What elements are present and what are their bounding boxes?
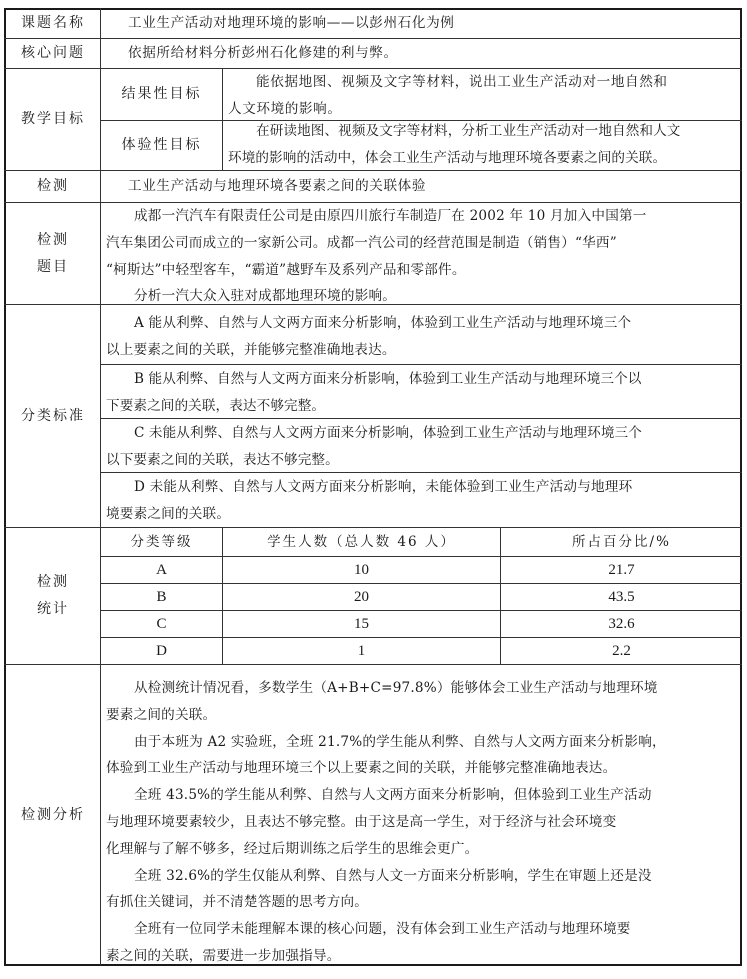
text-line: 有抓住关键词，并不清楚答题的思考方向。 bbox=[106, 894, 369, 911]
topic-label: 课题名称 bbox=[21, 15, 85, 31]
stats-header-grade: 分类等级 bbox=[130, 533, 193, 550]
text-line: 全班 43.5%的学生能从利弊、自然与人文两方面来分析影响，但体验到工业生产活动 bbox=[134, 787, 652, 804]
criterion-b bbox=[106, 366, 641, 420]
stats-count-cell: 1 bbox=[357, 642, 366, 659]
question-label-line: 检测 bbox=[37, 231, 69, 248]
stats-percent-cell: 2.2 bbox=[612, 642, 631, 659]
row-divider bbox=[4, 664, 742, 665]
text-line: 下要素之间的关联，表达不够完整。 bbox=[106, 397, 326, 414]
text-line: B 能从利弊、自然与人文两方面来分析影响，体验到工业生产活动与地理环境三个以 bbox=[134, 371, 642, 387]
question-text bbox=[106, 203, 647, 310]
row-divider bbox=[100, 364, 742, 365]
core-question-label: 核心问题 bbox=[21, 45, 85, 61]
text-line: A 能从利弊、自然与人文两方面来分析影响，体验到工业生产活动与地理环境三个 bbox=[134, 315, 632, 331]
core-question-value: 依据所给材料分析彭州石化修建的利与弊。 bbox=[128, 45, 398, 61]
question-label-line: 题目 bbox=[37, 258, 69, 275]
text-line: C 未能从利弊、自然与人文两方面来分析影响，体验到工业生产活动与地理环境三个 bbox=[134, 425, 642, 441]
text-line: 素之间的关联，需要进一步加强指导。 bbox=[106, 947, 341, 964]
text-line: 分析一汽大众入驻对成都地理环境的影响。 bbox=[134, 288, 397, 305]
criterion-d bbox=[106, 474, 632, 528]
stats-header-percent: 所占百分比/% bbox=[572, 533, 671, 550]
row-divider bbox=[4, 38, 742, 39]
stats-label bbox=[6, 528, 100, 664]
criterion-a bbox=[106, 310, 631, 364]
text-line: 以上要素之间的关联，并能够完整准确地表达。 bbox=[106, 341, 396, 358]
stats-header-count: 学生人数（总人数 46 人） bbox=[267, 533, 456, 550]
stats-count-cell: 15 bbox=[354, 615, 369, 632]
teaching-goals-label: 教学目标 bbox=[21, 111, 85, 127]
stats-percent-cell: 32.6 bbox=[608, 615, 635, 632]
stats-label-line: 检测 bbox=[37, 574, 69, 590]
text-line: 境要素之间的关联。 bbox=[106, 505, 231, 522]
text-line: 要素之间的关联。 bbox=[106, 706, 217, 723]
text-line: 在研读地图、视频及文字等材料，分析工业生产活动对一地自然和人文 bbox=[256, 123, 681, 139]
text-line: 能依据地图、视频及文字等材料，说出工业生产活动对一地自然和 bbox=[256, 74, 668, 90]
result-goal-text bbox=[228, 69, 668, 123]
result-goal-label: 结果性目标 bbox=[121, 86, 202, 102]
criterion-c bbox=[106, 420, 642, 474]
text-line: 全班有一位同学未能理解本课的核心问题，没有体会到工业生产活动与地理环境要 bbox=[134, 921, 631, 938]
text-line: 化理解与了解不够多，经过后期训练之后学生的思维会更广。 bbox=[106, 840, 479, 857]
text-line: “柯斯达”中轻型客车，“霸道”越野车及系列产品和零部件。 bbox=[106, 261, 466, 278]
analysis-label: 检测分析 bbox=[21, 806, 85, 823]
stats-grade-cell: A bbox=[156, 561, 167, 578]
stats-grade-cell: B bbox=[156, 588, 167, 605]
text-line: 人文环境的影响。 bbox=[228, 100, 342, 117]
text-line: 以下要素之间的关联，表达不够完整。 bbox=[106, 451, 339, 468]
stats-grade-cell: C bbox=[156, 615, 167, 632]
experience-goal-label: 体验性目标 bbox=[121, 137, 202, 153]
text-line: 体验到工业生产活动与地理环境三个以上要素之间的关联，并能够完整准确地表达。 bbox=[106, 760, 617, 777]
stats-percent-cell: 43.5 bbox=[608, 588, 635, 605]
stats-count-cell: 20 bbox=[354, 588, 369, 605]
column-divider bbox=[222, 68, 223, 170]
text-line: 全班 32.6%的学生仅能从利弊、自然与人文一方面来分析影响，学生在审题上还是没 bbox=[134, 867, 652, 884]
text-line: D 未能从利弊、自然与人文两方面来分析影响，未能体验到工业生产活动与地理环 bbox=[134, 479, 633, 495]
stats-count-cell: 10 bbox=[354, 561, 369, 578]
test-value: 工业生产活动与地理环境各要素之间的关联体验 bbox=[128, 178, 427, 194]
test-label: 检测 bbox=[37, 178, 69, 194]
text-line: 由于本班为 A2 实验班，全班 21.7%的学生能从利弊、自然与人文两方面来分析影响， bbox=[134, 733, 666, 750]
text-line: 与地理环境要素较少，且表达不够完整。由于这是高一学生，对于经济与社会环境变 bbox=[106, 813, 617, 830]
text-line: 环境的影响的活动中，体会工业生产活动与地理环境各要素之间的关联。 bbox=[228, 149, 667, 166]
analysis-text bbox=[106, 675, 666, 970]
stats-grade-cell: D bbox=[156, 642, 167, 659]
text-line: 成都一汽汽车有限责任公司是由原四川旅行车制造厂在 2002 年 10 月加入中国第一 bbox=[134, 208, 647, 224]
stats-label-line: 统计 bbox=[37, 601, 69, 617]
criteria-label: 分类标准 bbox=[21, 407, 85, 424]
experience-goal-text bbox=[228, 118, 681, 172]
text-line: 从检测统计情况看，多数学生（A+B+C=97.8%）能够体会工业生产活动与地理环境 bbox=[134, 680, 658, 696]
question-label bbox=[6, 203, 100, 304]
topic-value: 工业生产活动对地理环境的影响——以彭州石化为例 bbox=[128, 15, 455, 31]
stats-percent-cell: 21.7 bbox=[608, 561, 635, 578]
text-line: 汽车集团公司而成立的一家新公司。成都一汽公司的经营范围是制造（销售）“华西” bbox=[106, 234, 617, 251]
